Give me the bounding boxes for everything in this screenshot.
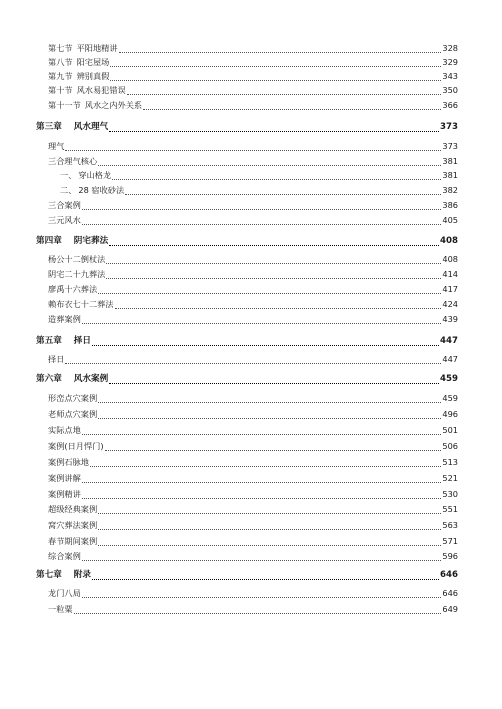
- toc-entry-page-number: 501: [442, 425, 458, 435]
- dot-leader: [82, 427, 442, 435]
- toc-entry-title: 阴宅葬法: [73, 236, 109, 246]
- dot-leader: [109, 124, 439, 132]
- dot-leader: [98, 158, 441, 166]
- toc-entry-number: 第十节: [48, 85, 73, 95]
- toc-entry-page-number: 551: [442, 504, 458, 514]
- toc-entry-label: [48, 254, 105, 264]
- toc-entry-title: 风水之内外关系: [84, 100, 143, 110]
- toc-entry-label: [36, 374, 108, 384]
- toc-entry-page-number: 382: [442, 185, 458, 195]
- dot-leader: [110, 59, 441, 67]
- dot-leader: [82, 475, 442, 483]
- dot-leader: [98, 506, 441, 514]
- toc-entry-number: 第六章: [36, 374, 62, 384]
- dot-leader: [92, 338, 439, 346]
- toc-entry-number: 一、: [60, 170, 77, 180]
- toc-entry-page-number: 646: [442, 588, 458, 598]
- toc-entry-label: [48, 520, 97, 530]
- toc-chapter-entry[interactable]: [0, 570, 458, 580]
- toc-entry-page-number: 571: [442, 536, 458, 546]
- toc-entry-number: 第七节: [48, 43, 73, 53]
- toc-entry-page-number: 530: [442, 489, 458, 499]
- dot-leader: [125, 187, 441, 195]
- toc-entry[interactable]: [0, 284, 458, 294]
- toc-entry-page-number: 408: [440, 236, 458, 246]
- toc-entry-title: 案例(日月悍门): [48, 441, 104, 451]
- toc-entry-label: [48, 141, 64, 151]
- toc-entry-label: [60, 170, 111, 180]
- toc-entry-label: [48, 200, 81, 210]
- dot-leader: [65, 143, 441, 151]
- toc-entry-label: [48, 156, 97, 166]
- toc-entry-number: 第七章: [36, 570, 62, 580]
- toc-entry[interactable]: [0, 170, 458, 180]
- dot-leader: [90, 459, 441, 467]
- toc-entry-page-number: 424: [442, 299, 458, 309]
- toc-entry-label: [48, 354, 64, 364]
- toc-chapter-entry[interactable]: [0, 374, 458, 384]
- toc-entry-page-number: 414: [442, 269, 458, 279]
- toc-entry-page-number: 459: [440, 374, 458, 384]
- toc-entry-number: 第三章: [36, 122, 62, 132]
- toc-entry[interactable]: [0, 299, 458, 309]
- toc-entry[interactable]: [0, 185, 458, 195]
- toc-entry-title: 穿山格龙: [78, 170, 112, 180]
- toc-entry-title: 赖布衣七十二葬法: [48, 299, 114, 309]
- toc-entry-label: [48, 57, 109, 67]
- toc-entry[interactable]: [0, 551, 458, 561]
- toc-entry[interactable]: [0, 441, 458, 451]
- toc-entry-page-number: 513: [442, 457, 458, 467]
- toc-entry-page-number: 439: [442, 314, 458, 324]
- toc-entry-title: 春节期间案例: [48, 536, 98, 546]
- toc-entry-label: [60, 185, 124, 195]
- toc-entry-title: 实际点地: [48, 425, 81, 435]
- toc-entry-page-number: 447: [440, 336, 458, 346]
- dot-leader: [106, 256, 441, 264]
- toc-entry[interactable]: [0, 215, 458, 225]
- toc-entry-label: [48, 299, 114, 309]
- dot-leader: [109, 238, 439, 246]
- dot-leader: [65, 356, 441, 364]
- toc-entry[interactable]: [0, 141, 458, 151]
- toc-entry[interactable]: [0, 314, 458, 324]
- dot-leader: [119, 45, 442, 53]
- toc-entry-number: 第四章: [36, 236, 62, 246]
- toc-entry-title: 风水案例: [73, 374, 109, 384]
- toc-entry-label: [36, 122, 108, 132]
- dot-leader: [98, 411, 441, 419]
- toc-entry[interactable]: [0, 536, 458, 546]
- toc-entry-label: [48, 536, 97, 546]
- toc-entry[interactable]: [0, 269, 458, 279]
- dot-leader: [98, 522, 441, 530]
- toc-entry-page-number: 343: [442, 71, 458, 81]
- toc-entry[interactable]: [0, 504, 458, 514]
- toc-entry-label: [48, 604, 73, 614]
- toc-entry-page-number: 521: [442, 473, 458, 483]
- toc-entry-title: 老师点穴案例: [48, 409, 98, 419]
- toc-entry-page-number: 381: [442, 156, 458, 166]
- toc-entry-page-number: 381: [442, 170, 458, 180]
- toc-entry-title: 龙门八局: [48, 588, 81, 598]
- toc-entry[interactable]: [0, 254, 458, 264]
- toc-entry[interactable]: [0, 520, 458, 530]
- toc-chapter-entry[interactable]: [0, 336, 458, 346]
- toc-entry-number: 第九节: [48, 71, 73, 81]
- toc-entry-title: 平阳地精讲: [76, 43, 118, 53]
- toc-entry-page-number: 596: [442, 551, 458, 561]
- toc-entry[interactable]: [0, 100, 458, 110]
- dot-leader: [112, 172, 441, 180]
- toc-entry[interactable]: [0, 425, 458, 435]
- toc-entry[interactable]: [0, 43, 458, 53]
- toc-entry-page-number: 408: [442, 254, 458, 264]
- dot-leader: [127, 87, 442, 95]
- toc-chapter-entry[interactable]: [0, 122, 458, 132]
- toc-entry-title: 三元风水: [48, 215, 81, 225]
- toc-entry-label: [48, 504, 97, 514]
- toc-entry-title: 杨公十二倒杖法: [48, 254, 106, 264]
- toc-entry[interactable]: [0, 489, 458, 499]
- toc-entry-page-number: 646: [440, 570, 458, 580]
- toc-entry-label: [48, 409, 97, 419]
- dot-leader: [110, 73, 441, 81]
- toc-entry-label: [48, 457, 89, 467]
- toc-entry-title: 造葬案例: [48, 314, 81, 324]
- toc-entry-label: [48, 489, 81, 499]
- toc-entry-page-number: 329: [442, 57, 458, 67]
- toc-entry-page-number: 506: [442, 441, 458, 451]
- toc-entry[interactable]: [0, 354, 458, 364]
- dot-leader: [109, 376, 439, 384]
- toc-entry-label: [48, 588, 81, 598]
- dot-leader: [106, 271, 441, 279]
- dot-leader: [98, 538, 441, 546]
- toc-entry-title: 理气: [48, 141, 65, 151]
- toc-entry-page-number: 447: [442, 354, 458, 364]
- toc-entry[interactable]: [0, 57, 458, 67]
- toc-entry[interactable]: [0, 604, 458, 614]
- toc-entry-page-number: 373: [440, 122, 458, 132]
- toc-entry-title: 形峦点穴案例: [48, 393, 98, 403]
- dot-leader: [82, 217, 442, 225]
- toc-entry-label: [48, 393, 97, 403]
- toc-entry-number: 二、: [60, 185, 77, 195]
- toc-entry-page-number: 350: [442, 85, 458, 95]
- toc-entry-title: 28 宿收砂法: [78, 185, 125, 195]
- toc-entry-title: 超级经典案例: [48, 504, 98, 514]
- toc-entry-page-number: 563: [442, 520, 458, 530]
- toc-entry-title: 三合案例: [48, 200, 81, 210]
- toc-entry-title: 综合案例: [48, 551, 81, 561]
- toc-entry-label: [48, 85, 126, 95]
- toc-entry-label: [36, 236, 108, 246]
- toc-entry-title: 辨别真假: [76, 71, 110, 81]
- dot-leader: [98, 395, 441, 403]
- dot-leader: [74, 606, 442, 614]
- toc-entry-label: [36, 336, 91, 346]
- toc-entry-title: 案例精讲: [48, 489, 81, 499]
- toc-entry-number: 第十一节: [48, 100, 81, 110]
- toc-entry[interactable]: [0, 457, 458, 467]
- toc-entry-page-number: 496: [442, 409, 458, 419]
- toc-entry[interactable]: [0, 71, 458, 81]
- dot-leader: [115, 301, 442, 309]
- toc-entry[interactable]: [0, 393, 458, 403]
- toc-entry-title: 择日: [73, 336, 91, 346]
- toc-entry-page-number: 328: [442, 43, 458, 53]
- dot-leader: [105, 443, 442, 451]
- toc-entry-title: 风水易犯错误: [76, 85, 126, 95]
- toc-entry-title: 三合理气核心: [48, 156, 98, 166]
- toc-entry-number: 第五章: [36, 336, 62, 346]
- toc-entry-title: 案例石脉地: [48, 457, 89, 467]
- toc-entry-page-number: 386: [442, 200, 458, 210]
- toc-entry-label: [48, 425, 81, 435]
- dot-leader: [92, 572, 439, 580]
- dot-leader: [82, 316, 442, 324]
- toc-entry-label: [48, 314, 81, 324]
- toc-entry-title: 阳宅屋场: [76, 57, 110, 67]
- toc-entry-label: [48, 71, 109, 81]
- dot-leader: [82, 491, 442, 499]
- toc-entry-title: 风水理气: [73, 122, 109, 132]
- toc-entry-page-number: 405: [442, 215, 458, 225]
- toc-entry[interactable]: [0, 156, 458, 166]
- dot-leader: [82, 590, 442, 598]
- toc-entry[interactable]: [0, 588, 458, 598]
- toc-entry-title: 一粒粟: [48, 604, 73, 614]
- dot-leader: [82, 202, 442, 210]
- toc-entry-label: [48, 269, 105, 279]
- toc-chapter-entry[interactable]: [0, 236, 458, 246]
- toc-entry-label: [36, 570, 91, 580]
- dot-leader: [98, 286, 441, 294]
- toc-entry-page-number: 649: [442, 604, 458, 614]
- toc-entry[interactable]: [0, 473, 458, 483]
- toc-entry-title: 案例讲解: [48, 473, 81, 483]
- toc-entry-title: 窝穴葬法案例: [48, 520, 98, 530]
- toc-entry-label: [48, 473, 81, 483]
- toc-entry-label: [48, 441, 104, 451]
- toc-entry[interactable]: [0, 85, 458, 95]
- toc-entry-label: [48, 551, 81, 561]
- toc-entry-label: [48, 215, 81, 225]
- toc-entry-title: 择日: [48, 354, 65, 364]
- toc-entry-title: 附录: [73, 570, 91, 580]
- toc-entry-title: 廖禹十六葬法: [48, 284, 98, 294]
- toc-entry-label: [48, 100, 142, 110]
- toc-entry-page-number: 373: [442, 141, 458, 151]
- toc-entry[interactable]: [0, 200, 458, 210]
- toc-entry-title: 阴宅二十九葬法: [48, 269, 106, 279]
- dot-leader: [143, 102, 441, 110]
- dot-leader: [82, 553, 442, 561]
- toc-entry-page-number: 366: [442, 100, 458, 110]
- toc-entry-page-number: 417: [442, 284, 458, 294]
- toc-entry-page-number: 459: [442, 393, 458, 403]
- toc-entry[interactable]: [0, 409, 458, 419]
- toc-entry-label: [48, 43, 118, 53]
- toc-entry-label: [48, 284, 97, 294]
- toc-entry-number: 第八节: [48, 57, 73, 67]
